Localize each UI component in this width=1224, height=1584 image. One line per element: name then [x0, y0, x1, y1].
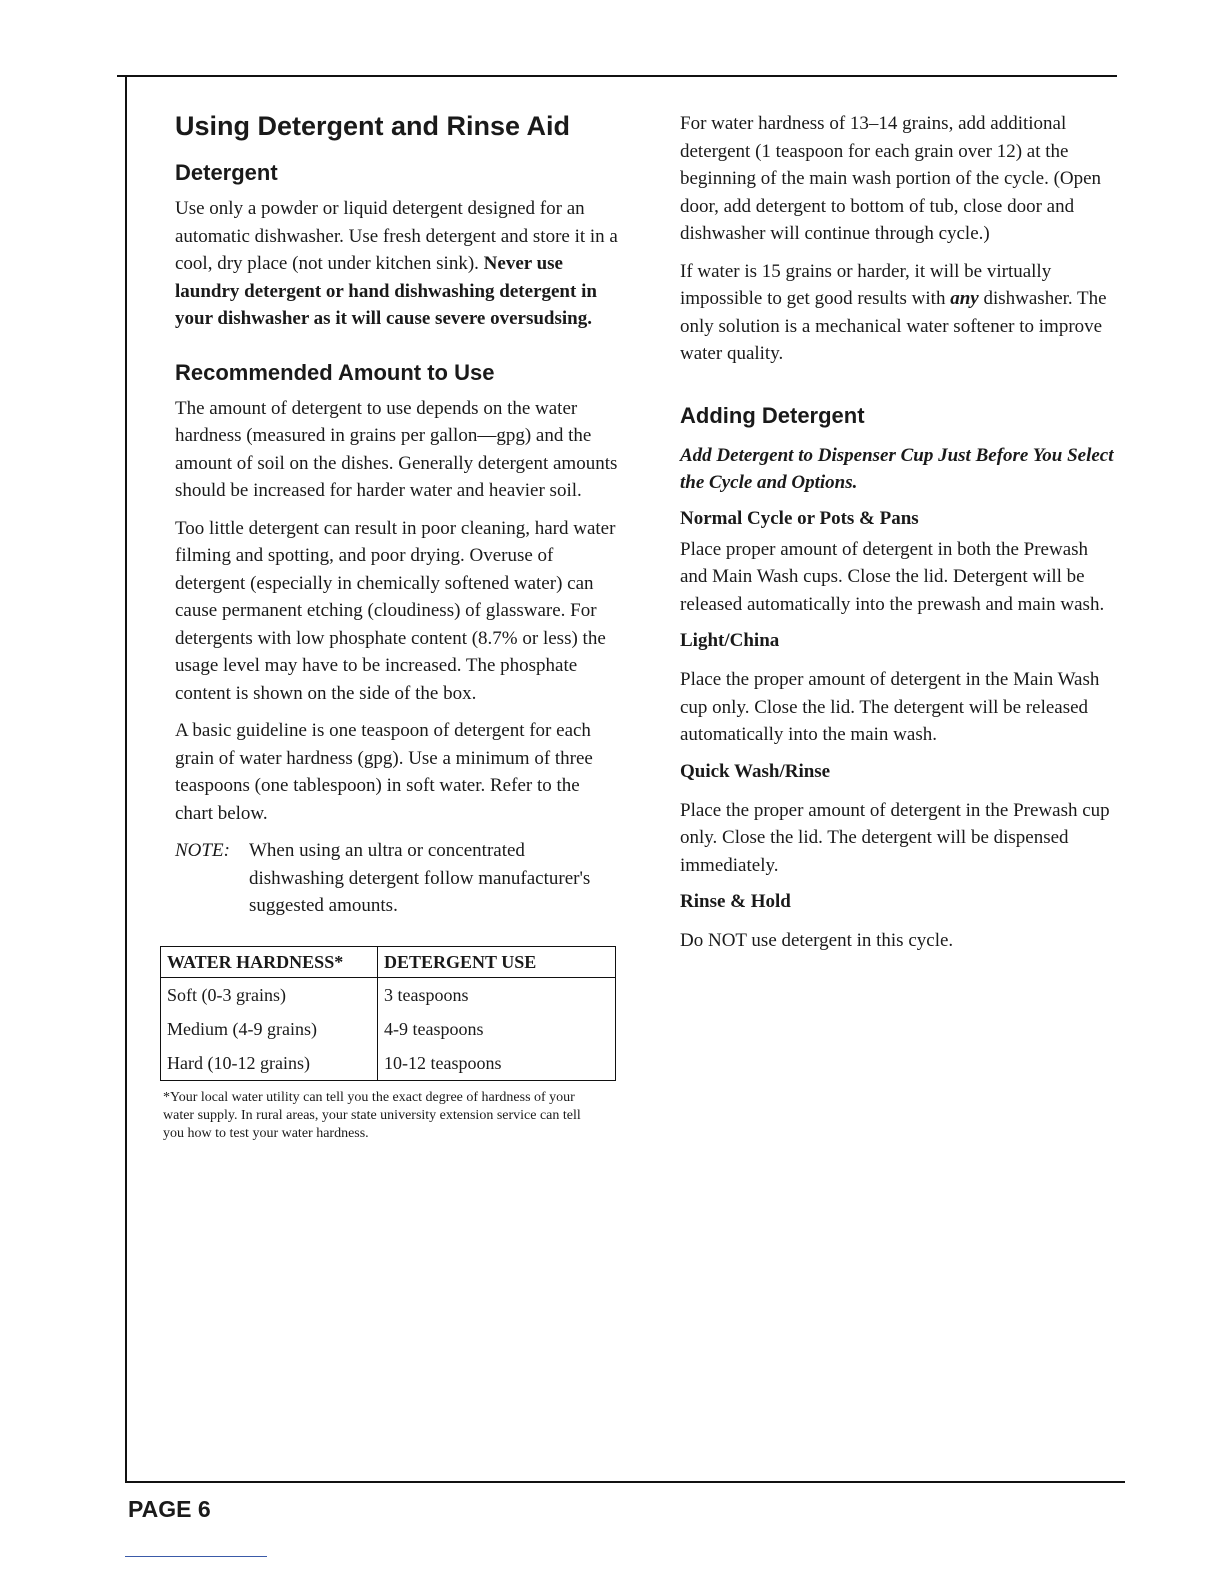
table-row — [161, 1012, 616, 1046]
table-row — [161, 1046, 616, 1081]
cycle-text: Do NOT use detergent in this cycle. — [680, 930, 954, 951]
table-cell: Soft (0-3 grains) — [161, 977, 378, 1012]
detergent-paragraph — [175, 195, 620, 333]
cycle-name: Light/China — [680, 630, 780, 651]
table-header-water-hardness: WATER HARDNESS* — [161, 946, 378, 977]
hardness-p2-after: dishwasher. The only solution is a mechanical water softener to improve water quality. — [680, 288, 1107, 364]
hardness-p2-before: If water is 15 grains or harder, it will be virtually impossible to get good results with — [680, 260, 1052, 309]
detergent-warning: Never use laundry detergent or hand dishwashing detergent in your dishwasher as it will cause severe oversudsing. — [175, 253, 597, 329]
recommended-paragraph-3: A basic guideline is one teaspoon of detergent for each grain of water hardness (gpg). Use a minimum of three teaspoons (one tablespoon) in soft water. Refer to the chart below. — [175, 720, 593, 824]
page-number: PAGE 6 — [128, 1496, 211, 1522]
hardness-table — [160, 946, 616, 1081]
note-label: NOTE: — [175, 840, 230, 861]
table-footnote: *Your local water utility can tell you the exact degree of hardness of your water supply. In rural areas, your state university extension service can tell you how to test your water hardness. — [163, 1089, 581, 1141]
detergent-text: Use only a powder or liquid detergent designed for an automatic dishwasher. Use fresh detergent and store it in a cool, dry place (not under kitchen sink). — [175, 198, 618, 274]
page-title: Using Detergent and Rinse Aid — [175, 111, 571, 141]
cycle-text: Place proper amount of detergent in both the Prewash and Main Wash cups. Close the lid. Detergent will be released automatically into the prewash and main wash. — [680, 538, 1105, 615]
cycle-name: Quick Wash/Rinse — [680, 760, 831, 782]
table-cell: Hard (10-12 grains) — [161, 1046, 378, 1081]
left-rule — [125, 77, 127, 1483]
table-cell: Medium (4-9 grains) — [161, 1012, 378, 1046]
right-column — [680, 110, 1120, 965]
table-cell: 10-12 teaspoons — [378, 1046, 616, 1081]
note-text: When using an ultra or concentrated dishwashing detergent follow manufacturer's suggested amounts. — [249, 840, 591, 916]
note — [175, 837, 620, 920]
hardness-p2-emphasis: any — [950, 288, 979, 309]
adding-detergent-lead: Add Detergent to Dispenser Cup Just Before You Select the Cycle and Options. — [680, 444, 1114, 493]
hardness-paragraph-1: For water hardness of 13–14 grains, add additional detergent (1 teaspoon for each grain over 12) at the beginning of the main wash portion of the cycle. (Open door, add detergent to bottom of tub, close door and dishwasher will continue through cycle.) — [680, 113, 1102, 244]
recommended-heading: Recommended Amount to Use — [175, 359, 495, 385]
table-header-detergent-use: DETERGENT USE — [378, 946, 616, 977]
table-row — [161, 977, 616, 1012]
cycle-name: Normal Cycle or Pots & Pans — [680, 507, 919, 529]
detergent-heading: Detergent — [175, 160, 278, 185]
recommended-paragraph-2: Too little detergent can result in poor cleaning, hard water filming and spotting, and poor drying. Overuse of detergent (especially in chemically softened water) can cause permanent etching (cloudiness) of glassware. For detergents with low phosphate content (8.7% or less) the usage level may have to be increased. The phosphate content is shown on the side of the box. — [175, 517, 616, 704]
left-column — [163, 110, 620, 1143]
cycle-name: Rinse & Hold — [680, 891, 791, 912]
recommended-paragraph-1: The amount of detergent to use depends on the water hardness (measured in grains per gallon—gpg) and the amount of soil on the dishes. Generally detergent amounts should be increased for harder water and heavier soil. — [175, 397, 618, 501]
hardness-paragraph-2 — [680, 258, 1120, 368]
cycle-text: Place the proper amount of detergent in the Main Wash cup only. Close the lid. The detergent will be released automatically into the main wash. — [680, 669, 1100, 745]
footer-line — [125, 1556, 267, 1557]
top-rule — [117, 75, 1117, 77]
bottom-rule — [125, 1481, 1125, 1483]
table-header-row — [161, 946, 616, 977]
cycle-text: Place the proper amount of detergent in the Prewash cup only. Close the lid. The detergent will be dispensed immediately. — [680, 799, 1110, 876]
adding-detergent-heading: Adding Detergent — [680, 402, 865, 428]
table-cell: 3 teaspoons — [378, 977, 616, 1012]
table-cell: 4-9 teaspoons — [378, 1012, 616, 1046]
